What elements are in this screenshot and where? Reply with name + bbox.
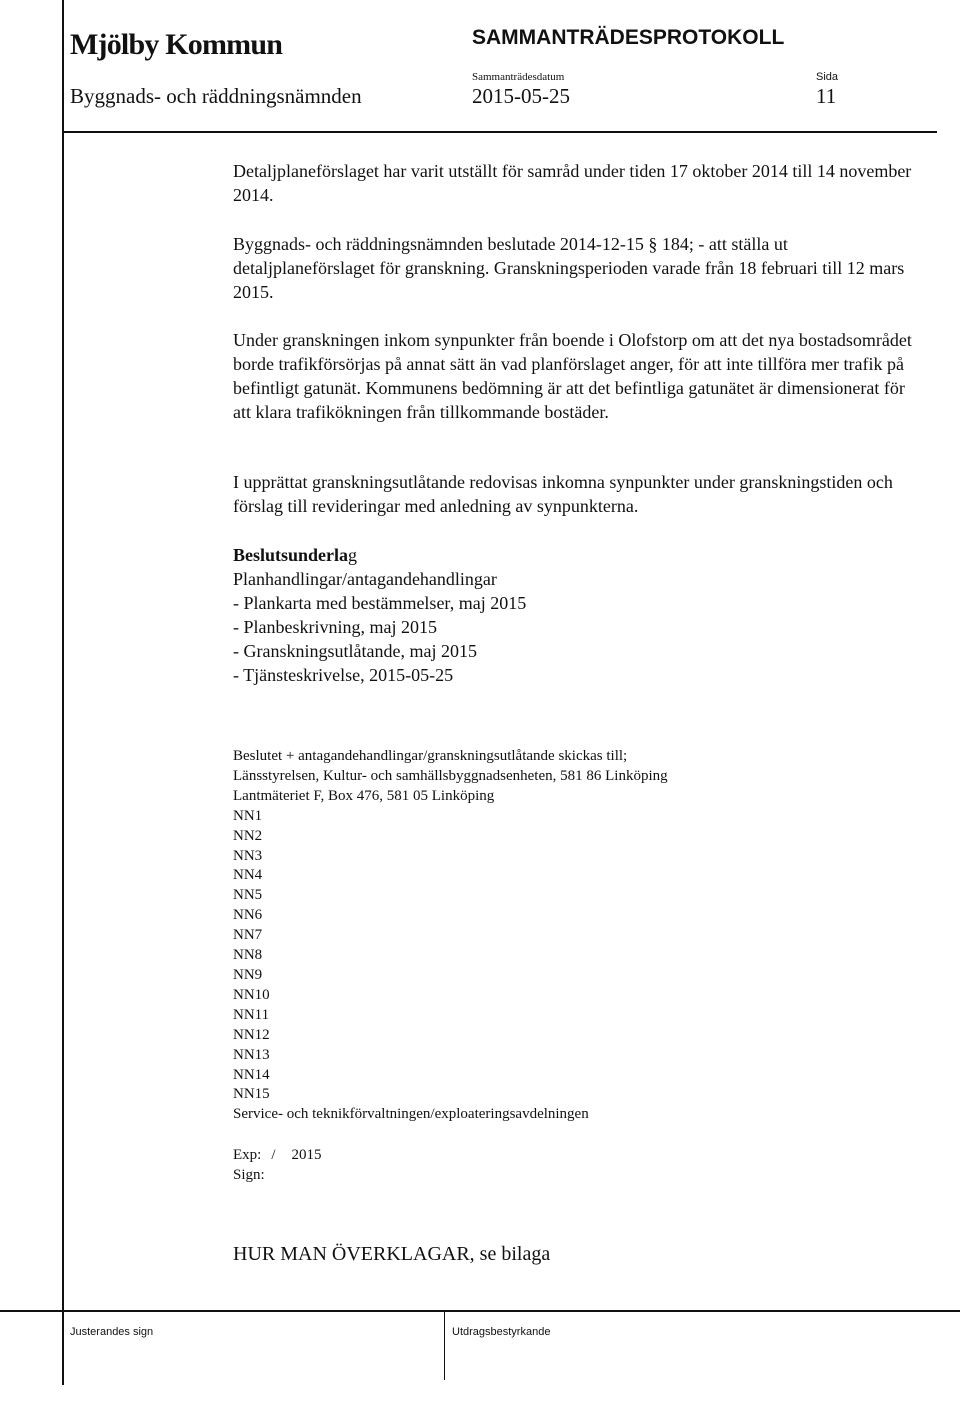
recipient: Länsstyrelsen, Kultur- och samhällsbyggnadsenheten, 581 86 Linköping: [233, 767, 668, 784]
recipient: NN14: [233, 1066, 270, 1083]
paragraph-review-decision: Byggnads- och räddningsnämnden beslutade 2014-12-15 § 184; - att ställa ut detaljplaneförslaget för granskning. Granskningsperioden varade från 18 februari till 12 mars 2015.: [233, 234, 905, 302]
recipient: NN9: [233, 966, 263, 983]
left-margin-rule: [62, 0, 64, 1385]
decision-basis-section: [233, 543, 923, 687]
decision-basis-item: Planhandlingar/antagandehandlingar: [233, 569, 497, 589]
sign-label: Sign:: [233, 1167, 265, 1183]
exp-year: 2015: [291, 1147, 322, 1163]
recipient: Lantmäteriet F, Box 476, 581 05 Linköping: [233, 787, 495, 804]
recipient: NN6: [233, 907, 263, 924]
decision-basis-item: - Planbeskrivning, maj 2015: [233, 617, 437, 637]
recipient: NN4: [233, 867, 263, 884]
recipient: Service- och teknikförvaltningen/exploateringsavdelningen: [233, 1106, 589, 1123]
recipient: NN13: [233, 1046, 270, 1063]
decision-basis-item: - Granskningsutlåtande, maj 2015: [233, 641, 477, 661]
adjuster-signature-label: Justerandes sign: [70, 1326, 154, 1338]
recipient: NN1: [233, 807, 263, 824]
expedition-line: [233, 1145, 322, 1165]
recipient: NN5: [233, 887, 263, 904]
decision-basis-item: - Plankarta med bestämmelser, maj 2015: [233, 593, 527, 613]
expedition-block: [233, 1145, 322, 1185]
extract-certifying-label: Utdragsbestyrkande: [452, 1326, 551, 1338]
footer-divider: [0, 1310, 960, 1312]
recipient: NN2: [233, 827, 263, 844]
exp-value: /: [271, 1147, 276, 1163]
date-label: Sammanträdesdatum: [472, 71, 565, 83]
decision-basis-heading: Beslutsunderlag: [233, 545, 358, 565]
decision-basis-item: - Tjänsteskrivelse, 2015-05-25: [233, 665, 454, 685]
distribution-list: [233, 747, 668, 1125]
page-label: Sida: [816, 71, 839, 83]
document-type: SAMMANTRÄDESPROTOKOLL: [472, 26, 785, 49]
recipient: NN15: [233, 1086, 270, 1103]
organization-name: Mjölby Kommun: [70, 28, 283, 61]
header-divider: [64, 131, 937, 133]
recipient: NN12: [233, 1026, 270, 1043]
page-number: 11: [816, 84, 837, 108]
paragraph-consultation: Detaljplaneförslaget har varit utställt för samråd under tiden 17 oktober 2014 till 14 november 2014.: [233, 161, 912, 205]
paragraph-review-statement: I upprättat granskningsutlåtande redovisas inkomna synpunkter under granskningstiden och förslag till revideringar med anledning av synpunkterna.: [233, 472, 893, 516]
recipient: NN10: [233, 986, 270, 1003]
distribution-intro: Beslutet + antagandehandlingar/granskningsutlåtande skickas till;: [233, 748, 628, 764]
exp-label: Exp:: [233, 1147, 262, 1163]
paragraph-review-comments: Under granskningen inkom synpunkter från boende i Olofstorp om att det nya bostadsområdet borde trafikförsörjas på annat sätt än vad planförslaget anger, för att inte tillföra mer trafik på befintligt gatunät. Kommunens bedömning är att det befintliga gatunätet är dimensionerat för att klara trafikökningen från tillkommande bostäder.: [233, 330, 912, 422]
meeting-date: 2015-05-25: [472, 84, 570, 108]
appeal-note: HUR MAN ÖVERKLAGAR, se bilaga: [233, 1243, 551, 1265]
recipient: NN8: [233, 947, 263, 964]
board-name: Byggnads- och räddningsnämnden: [70, 84, 362, 108]
recipient: NN7: [233, 927, 263, 944]
recipient: NN11: [233, 1006, 270, 1023]
signature-divider: [444, 1310, 445, 1380]
recipient: NN3: [233, 847, 263, 864]
